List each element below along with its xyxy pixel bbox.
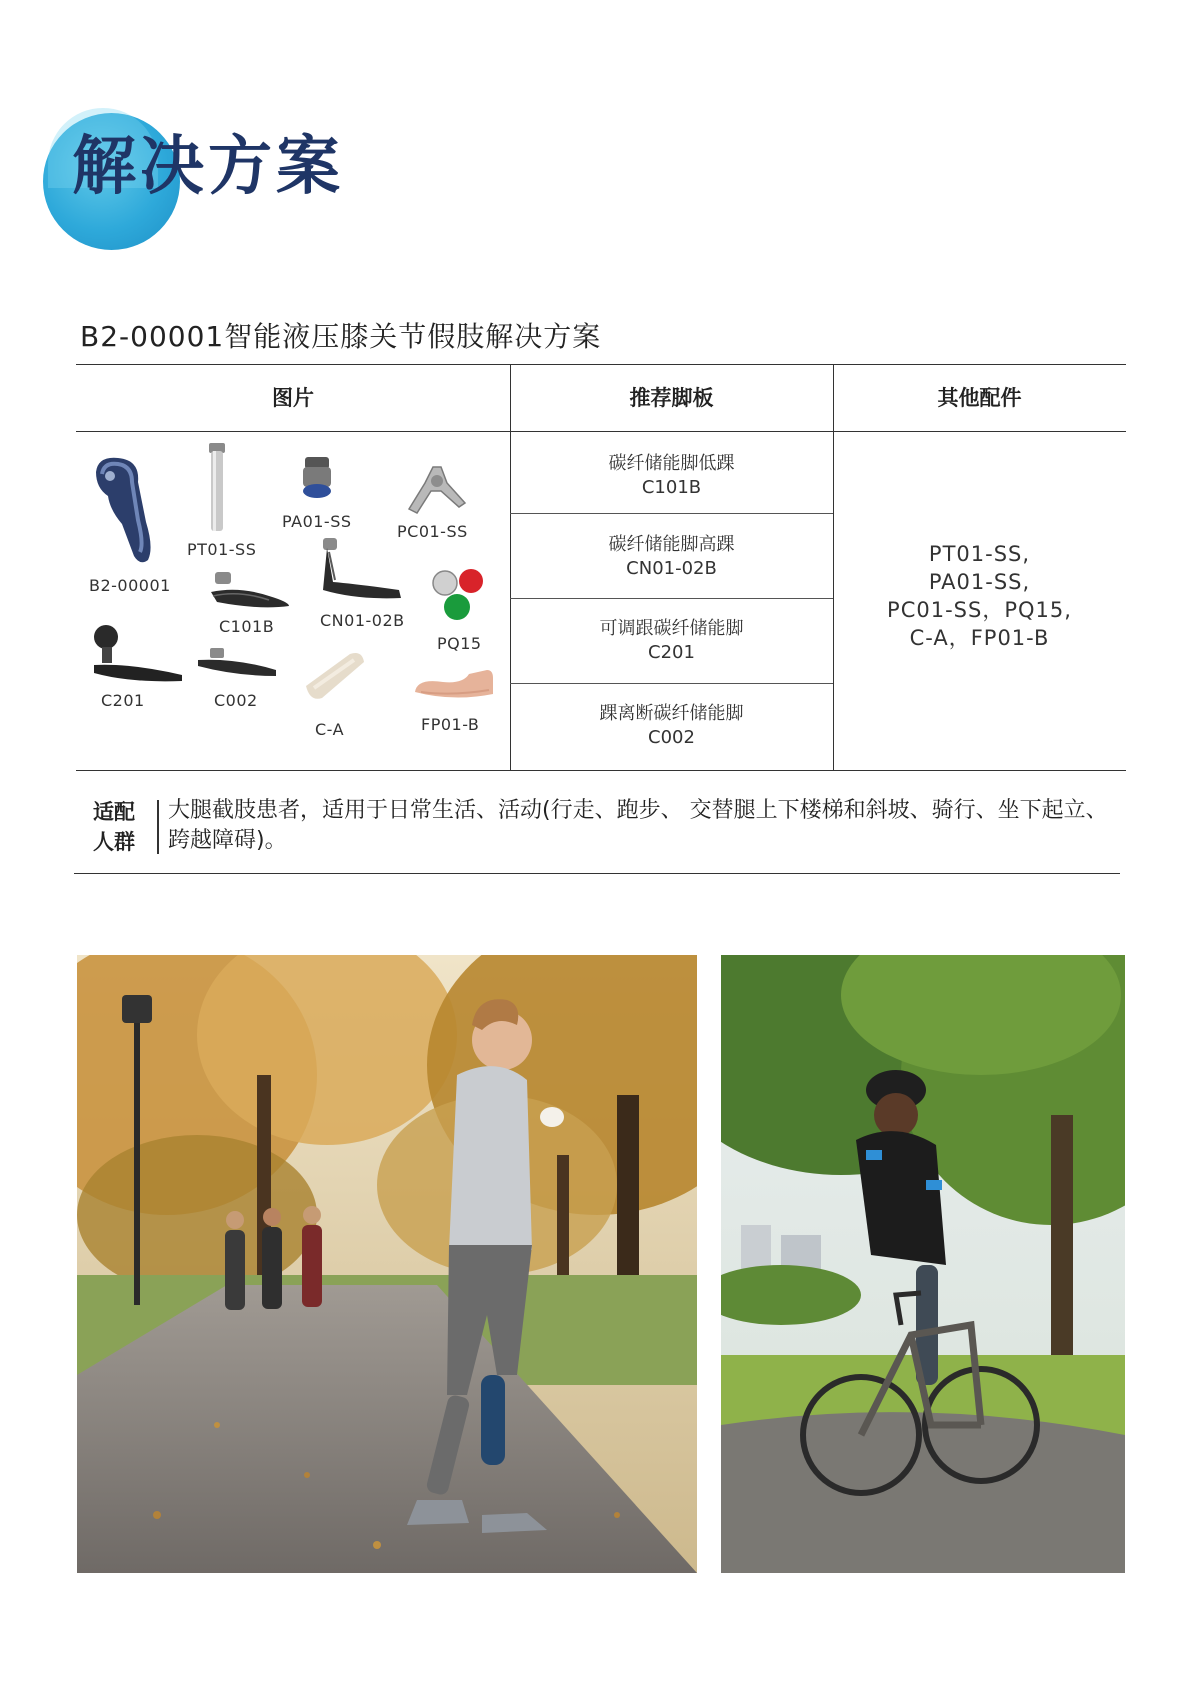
header-images: 图片 <box>272 386 314 410</box>
part-label-c002: C002 <box>214 691 258 710</box>
solution-title: B2-00001智能液压膝关节假肢解决方案 <box>80 320 602 353</box>
foot-code: CN01-02B <box>626 558 717 579</box>
foot-name: 碳纤储能脚低踝 <box>608 453 735 474</box>
foot-code: C002 <box>648 727 695 748</box>
foot-cell-2 <box>510 533 833 581</box>
audience-text: 大腿截肢患者，适用于日常生活、活动(行走、跑步、 交替腿上下楼梯和斜坡、骑行、坐下起立、跨越障碍)。 <box>168 798 1108 853</box>
part-label-pq15: PQ15 <box>437 634 482 653</box>
part-label-c101b: C101B <box>219 617 275 636</box>
part-label-c-a: C-A <box>315 720 345 739</box>
cosmetic-cover-image <box>300 650 368 702</box>
audience-label-line1: 适配 <box>93 800 135 824</box>
feet-row-divider-2 <box>510 598 833 599</box>
table-top-rule <box>76 364 1126 365</box>
table-header-rule <box>76 431 1126 432</box>
low-ankle-foot-image <box>209 572 291 612</box>
foot-cell-1 <box>510 452 833 500</box>
accessories-cell <box>833 540 1126 652</box>
accessory-line: C-A，FP01-B <box>909 626 1050 650</box>
accessory-line: PC01-SS，PQ15, <box>887 598 1072 622</box>
knee-joint-image <box>88 452 160 567</box>
foot-name: 踝离断碳纤储能脚 <box>599 703 744 724</box>
cyclist-photo <box>721 955 1125 1573</box>
audience-label-line2: 人群 <box>93 830 135 854</box>
high-ankle-foot-image <box>317 538 403 602</box>
header-accessories: 其他配件 <box>937 386 1022 410</box>
feet-row-divider-3 <box>510 683 833 684</box>
part-label-pt01-ss: PT01-SS <box>187 540 257 559</box>
part-label-b2-00001: B2-00001 <box>89 576 171 595</box>
table-bottom-rule <box>76 770 1126 771</box>
feet-row-divider-1 <box>510 513 833 514</box>
adjustable-heel-foot-image <box>90 623 186 685</box>
spheres-image <box>431 567 487 623</box>
audience-bottom-rule <box>74 873 1120 874</box>
part-label-pa01-ss: PA01-SS <box>282 512 352 531</box>
walking-woman-photo <box>77 955 697 1573</box>
header-recommended-feet: 推荐脚板 <box>629 386 714 410</box>
foot-cell-4 <box>510 702 833 750</box>
adapter-image <box>301 457 333 499</box>
foot-name: 碳纤储能脚高踝 <box>608 534 735 555</box>
audience-label <box>93 797 143 857</box>
audience-divider <box>157 800 159 854</box>
foot-code: C101B <box>641 477 702 498</box>
accessory-line: PT01-SS, <box>928 542 1031 566</box>
part-label-c201: C201 <box>101 691 145 710</box>
accessory-line: PA01-SS, <box>928 570 1031 594</box>
ankle-disarticulation-foot-image <box>196 648 278 680</box>
foot-code: C201 <box>648 642 695 663</box>
page-title: 解决方案 <box>72 130 344 204</box>
pylon-tube-image <box>207 443 227 531</box>
part-label-cn01-02b: CN01-02B <box>320 611 405 630</box>
part-label-fp01-b: FP01-B <box>421 715 480 734</box>
foot-shell-image <box>413 668 495 702</box>
part-label-pc01-ss: PC01-SS <box>397 522 468 541</box>
connector-image <box>405 463 467 515</box>
foot-name: 可调跟碳纤储能脚 <box>599 618 744 639</box>
foot-cell-3 <box>510 617 833 665</box>
